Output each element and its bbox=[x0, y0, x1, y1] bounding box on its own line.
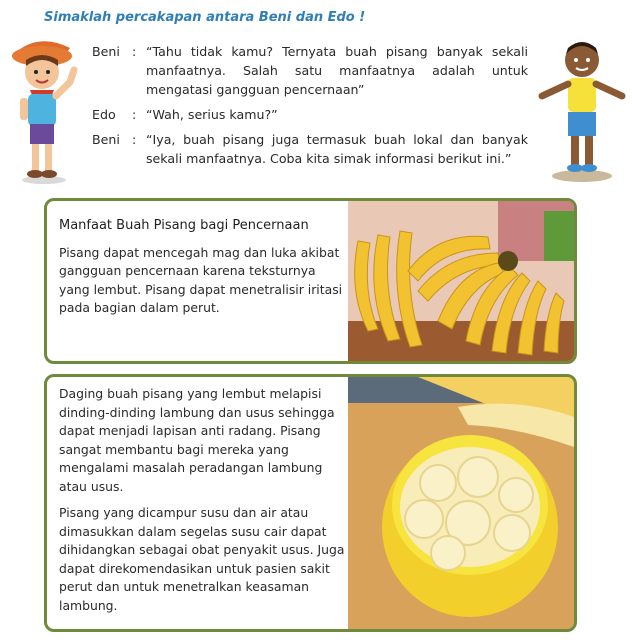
speech: “Wah, serius kamu?” bbox=[146, 107, 278, 122]
speaker: Beni bbox=[92, 44, 120, 59]
paragraph: Daging buah pisang yang lembut melapisi dinding-dinding lambung dan usus sehingga dapat menjadi lapisan anti radang. Pisang sangat membantu bagi mereka yang mengalami masalah peradangan lambung atau usus. bbox=[59, 386, 335, 494]
card-text bbox=[59, 217, 343, 318]
paragraph: Pisang yang dicampur susu dan air atau dimasukkan dalam segelas susu cair dapat dihidangkan sebagai obat penyakit usus. Juga dapat direkomendasikan untuk pasien sakit perut dan untuk menetralkan keasaman lambung. bbox=[59, 505, 345, 613]
dialog-line bbox=[92, 105, 528, 124]
card-text bbox=[59, 385, 347, 623]
colon: : bbox=[132, 44, 137, 59]
beni-illustration bbox=[8, 30, 88, 190]
banana-bunch-photo bbox=[348, 201, 574, 364]
card-body: Pisang dapat mencegah mag dan luka akibat gangguan pencernaan karena teksturnya yang lembut. Pisang dapat menetralisir iritasi pada bagian dalam perut. bbox=[59, 244, 343, 315]
edo-illustration bbox=[536, 36, 628, 186]
speech: “Iya, buah pisang juga termasuk buah lokal dan banyak sekali manfaatnya. Coba kita simak informasi berikut ini.” bbox=[146, 132, 528, 166]
speaker: Edo bbox=[92, 107, 116, 122]
banana-slices-bowl-photo bbox=[348, 377, 574, 632]
colon: : bbox=[132, 132, 137, 147]
card-title: Manfaat Buah Pisang bagi Pencernaan bbox=[59, 218, 309, 233]
dialog bbox=[92, 42, 528, 174]
speech: “Tahu tidak kamu? Ternyata buah pisang banyak sekali manfaatnya. Salah satu manfaatnya adalah untuk mengatasi gangguan pencernaan” bbox=[146, 44, 528, 97]
info-card-digestion bbox=[44, 198, 577, 364]
page-heading: Simaklah percakapan antara Beni dan Edo ! bbox=[44, 10, 366, 25]
dialog-line bbox=[92, 130, 528, 168]
colon: : bbox=[132, 107, 137, 122]
speaker: Beni bbox=[92, 132, 120, 147]
info-card-stomach bbox=[44, 374, 577, 632]
dialog-line bbox=[92, 42, 528, 99]
